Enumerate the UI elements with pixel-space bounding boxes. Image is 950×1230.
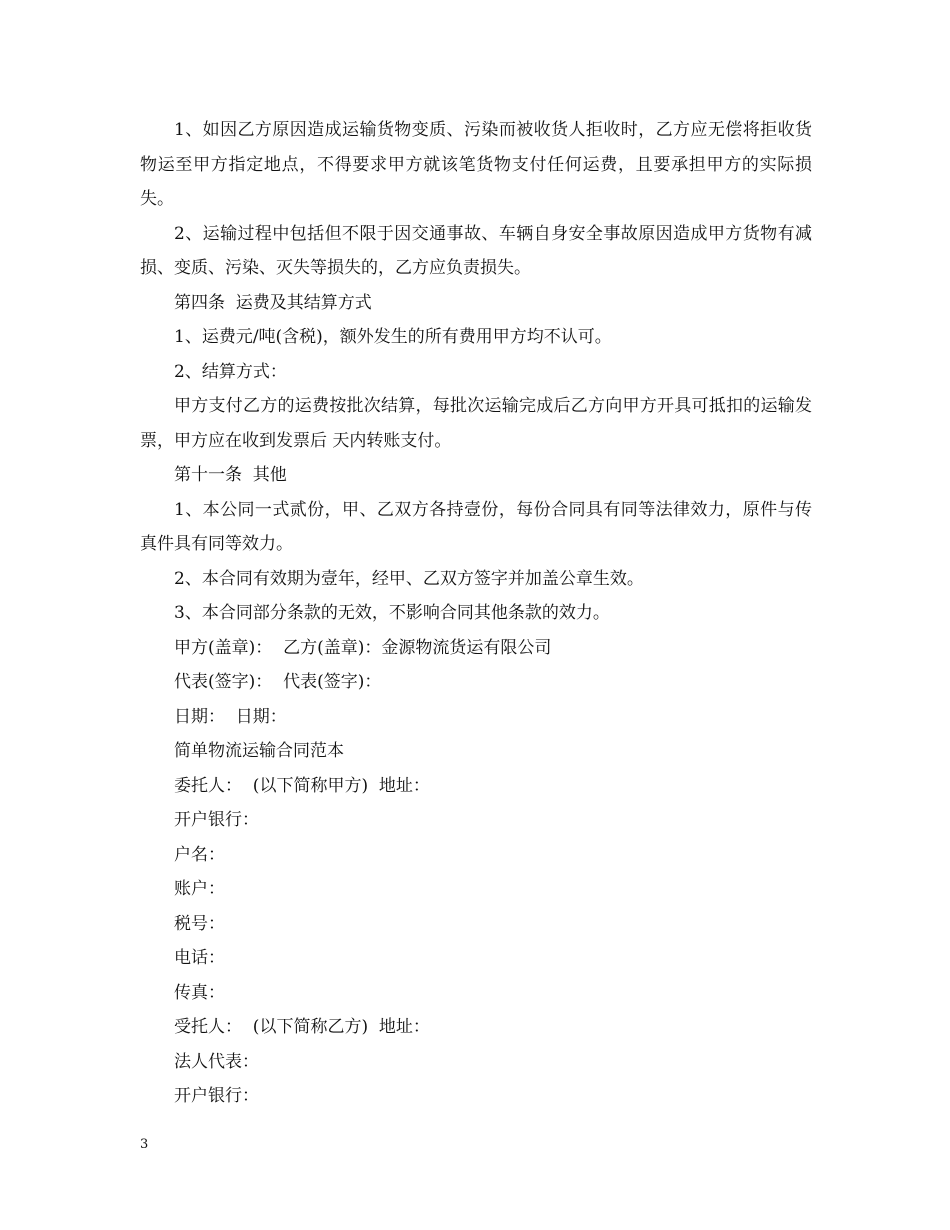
form-field-line: 税号： [174,913,225,934]
clause-paragraph: 2、运输过程中包括但不限于因交通事故、车辆自身安全事故原因造成甲方货物有减损、变质、污染、灭失等损失的，乙方应负责损失。 [140,223,812,278]
form-field-line: 开户银行： [174,810,259,830]
article-heading: 第四条 运费及其结算方式 [174,292,372,313]
clause-line: 2、本合同有效期为壹年，经甲、乙双方签字并加盖公章生效。 [174,568,644,589]
document-body [140,113,812,1114]
form-field-line: 户名： [174,844,225,865]
clause-paragraph: 甲方支付乙方的运费按批次结算，每批次运输完成后乙方向甲方开具可抵扣的运输发票，甲方应在收到发票后 天内转账支付。 [140,396,812,451]
form-field-line: 传真： [174,982,225,1003]
form-field-line: 电话： [174,948,225,968]
signature-party-line: 甲方(盖章)： 乙方(盖章)：金源物流货运有限公司 [174,637,552,658]
clause-paragraph: 1、本公同一式贰份，甲、乙双方各持壹份，每份合同具有同等法律效力，原件与传真件具有同等效力。 [140,499,812,554]
form-field-line: 受托人： (以下简称乙方) 地址： [174,1017,430,1037]
clause-line: 2、结算方式： [174,361,287,382]
clause-line: 3、本合同部分条款的无效，不影响合同其他条款的效力。 [174,603,610,623]
form-field-line: 法人代表： [174,1051,259,1072]
clause-paragraph: 1、如因乙方原因造成运输货物变质、污染而被收货人拒收时，乙方应无偿将拒收货物运至甲方指定地点，不得要求甲方就该笔货物支付任何运费，且要承担甲方的实际损失。 [140,120,812,209]
form-field-line: 账户： [174,879,225,899]
clause-line: 1、运费元/吨(含税)，额外发生的所有费用甲方均不认可。 [174,327,612,347]
signature-representative-line: 代表(签字)： 代表(签字)： [174,672,382,692]
form-field-line: 委托人： (以下简称甲方) 地址： [174,775,430,796]
form-field-line: 开户银行： [174,1086,259,1106]
page-number: 3 [140,1137,149,1152]
article-heading: 第十一条 其他 [174,465,287,485]
signature-date-line: 日期： 日期： [174,706,287,727]
document-title: 简单物流运输合同范本 [174,741,344,761]
